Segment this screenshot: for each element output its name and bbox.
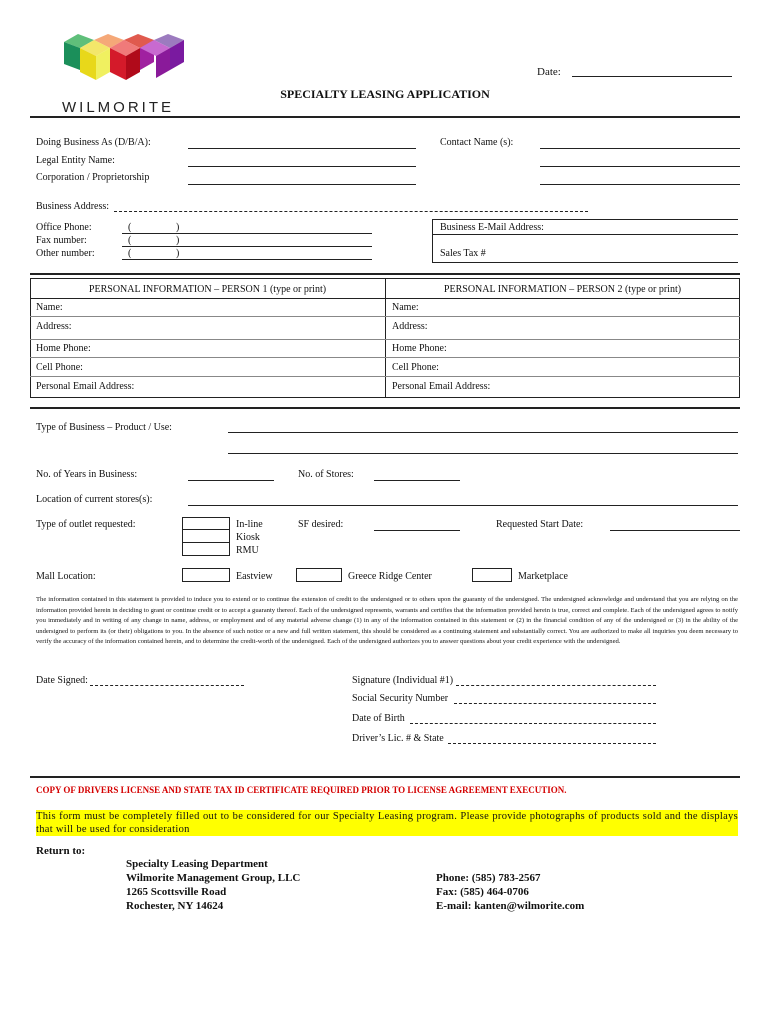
- other-paren-close: ): [176, 248, 180, 259]
- kiosk-option-label: Kiosk: [236, 532, 260, 543]
- ssn-field[interactable]: [454, 703, 656, 704]
- table-row-divider: [30, 316, 740, 317]
- start-date-field[interactable]: [610, 530, 740, 531]
- sf-label: SF desired:: [298, 519, 344, 530]
- other-paren-open: (: [128, 248, 132, 259]
- return-phone: Phone: (585) 783-2567: [436, 872, 541, 884]
- contact-field-1[interactable]: [540, 148, 740, 149]
- table-row-divider: [30, 357, 740, 358]
- inline-option-label: In-line: [236, 519, 263, 530]
- years-label: No. of Years in Business:: [36, 469, 138, 480]
- license-label: Driver’s Lic. # & State: [352, 733, 444, 744]
- stores-label: No. of Stores:: [298, 469, 354, 480]
- legal-entity-field[interactable]: [188, 166, 416, 167]
- dob-field[interactable]: [410, 723, 656, 724]
- fax-paren-close: ): [176, 235, 180, 246]
- return-city: Rochester, NY 14624: [126, 900, 224, 912]
- date-signed-field[interactable]: [90, 685, 244, 686]
- contact-field-3[interactable]: [540, 184, 740, 185]
- person2-address-label[interactable]: Address:: [392, 321, 428, 332]
- logo-wordmark: WILMORITE: [62, 99, 174, 116]
- stores-field[interactable]: [374, 480, 460, 481]
- location-field[interactable]: [188, 505, 738, 506]
- dob-label: Date of Birth: [352, 713, 405, 724]
- kiosk-checkbox[interactable]: [182, 530, 230, 543]
- mall-label: Mall Location:: [36, 571, 96, 582]
- table-row-divider: [30, 298, 740, 299]
- highlight-notice: This form must be completely filled out to be considered for our Specialty Leasing program. Please provide photographs of products sold and the displays that will be used for consideration: [36, 811, 738, 835]
- outlet-label: Type of outlet requested:: [36, 519, 136, 530]
- sales-tax-label: Sales Tax #: [440, 248, 486, 259]
- marketplace-label: Marketplace: [518, 571, 568, 582]
- eastview-checkbox[interactable]: [182, 568, 230, 582]
- table-row-divider: [30, 339, 740, 340]
- eastview-label: Eastview: [236, 571, 273, 582]
- person1-email-label[interactable]: Personal Email Address:: [36, 381, 135, 392]
- person2-home-phone-label[interactable]: Home Phone:: [392, 343, 447, 354]
- fax-label: Fax number:: [36, 235, 87, 246]
- legal-entity-label: Legal Entity Name:: [36, 155, 115, 166]
- person1-name-label[interactable]: Name:: [36, 302, 63, 313]
- person1-home-phone-label[interactable]: Home Phone:: [36, 343, 91, 354]
- date-label: Date:: [537, 66, 561, 78]
- section-divider-1: [30, 273, 740, 275]
- table-row-divider: [30, 376, 740, 377]
- business-type-field-1[interactable]: [228, 432, 738, 433]
- title-divider: [30, 116, 740, 118]
- sf-field[interactable]: [374, 530, 460, 531]
- corp-field[interactable]: [188, 184, 416, 185]
- email-label: Business E-Mail Address:: [440, 222, 544, 233]
- section-divider-2: [30, 407, 740, 409]
- person2-email-label[interactable]: Personal Email Address:: [392, 381, 491, 392]
- signature-label: Signature (Individual #1): [352, 675, 454, 686]
- disclaimer-text: The information contained in this statement is provided to induce you to extend or to continue the extension of credit to the undersigned or to others upon the guaranty of the undersigned. The undersigned acknowledge and understand that you are relying on the information provided herein in deciding to grant or continue credit or to accept a guaranty thereof. Each of the undersigned represents, warrants and certifies that the information provided herein is true, correct and complete. Each of the undersigned agrees to notify you immediately and in writing of any change in name, address, or employment and of any material adverse change (1) in any of the information contained in this statement or (2) in the financial condition of any of the undersigned or (3) in the ability of the undersigned to perform its (or their) obligations to you. In the absence of such notice or a new and full written statement, this should be considered as a continuing statement and substantially correct. You are authorized to make all inquiries you deem necessary to verify the accuracy of the information contained herein, and to determine the credit-worth of the undersigned. Each of the undersigned authorizes you to answer questions about your credit experience with the undersigned.: [36, 596, 738, 646]
- person1-header: PERSONAL INFORMATION – PERSON 1 (type or print): [88, 284, 327, 295]
- business-address-field[interactable]: [114, 211, 588, 212]
- person1-address-label[interactable]: Address:: [36, 321, 72, 332]
- greece-ridge-label: Greece Ridge Center: [348, 571, 432, 582]
- license-field[interactable]: [448, 743, 656, 744]
- return-company: Wilmorite Management Group, LLC: [126, 872, 301, 884]
- office-phone-label: Office Phone:: [36, 222, 92, 233]
- inline-checkbox[interactable]: [182, 517, 230, 530]
- return-email: E-mail: kanten@wilmorite.com: [436, 900, 585, 912]
- rmu-option-label: RMU: [236, 545, 259, 556]
- start-date-label: Requested Start Date:: [496, 519, 584, 530]
- office-phone-paren-open: (: [128, 222, 132, 233]
- return-department: Specialty Leasing Department: [126, 858, 268, 870]
- greece-ridge-checkbox[interactable]: [296, 568, 342, 582]
- person2-name-label[interactable]: Name:: [392, 302, 419, 313]
- business-type-label: Type of Business – Product / Use:: [36, 422, 172, 433]
- contact-label: Contact Name (s):: [440, 137, 514, 148]
- section-divider-3: [30, 776, 740, 778]
- marketplace-checkbox[interactable]: [472, 568, 512, 582]
- return-fax: Fax: (585) 464-0706: [436, 886, 529, 898]
- corp-label: Corporation / Proprietorship: [36, 172, 150, 183]
- fax-paren-open: (: [128, 235, 132, 246]
- page-title: SPECIALTY LEASING APPLICATION: [280, 87, 490, 101]
- return-street: 1265 Scottsville Road: [126, 886, 227, 898]
- contact-field-2[interactable]: [540, 166, 740, 167]
- business-type-field-2[interactable]: [228, 453, 738, 454]
- dba-field[interactable]: [188, 148, 416, 149]
- date-field[interactable]: [572, 76, 732, 77]
- date-signed-label: Date Signed:: [36, 675, 88, 686]
- signature-field[interactable]: [456, 685, 656, 686]
- office-phone-paren-close: ): [176, 222, 180, 233]
- dba-label: Doing Business As (D/B/A):: [36, 137, 151, 148]
- person2-cell-phone-label[interactable]: Cell Phone:: [392, 362, 439, 373]
- location-label: Location of current stores(s):: [36, 494, 153, 505]
- person1-cell-phone-label[interactable]: Cell Phone:: [36, 362, 83, 373]
- return-label: Return to:: [36, 845, 86, 857]
- fax-field[interactable]: [122, 246, 372, 247]
- copy-notice: COPY OF DRIVERS LICENSE AND STATE TAX ID CERTIFICATE REQUIRED PRIOR TO LICENSE AGREEMENT EXECUTION.: [36, 785, 567, 795]
- rmu-checkbox[interactable]: [182, 543, 230, 556]
- ssn-label: Social Security Number: [352, 693, 449, 704]
- business-address-label: Business Address:: [36, 201, 110, 212]
- other-number-field[interactable]: [122, 259, 372, 260]
- logo-cubes-icon: [58, 30, 198, 86]
- personal-table-divider: [385, 278, 386, 398]
- office-phone-field[interactable]: [122, 233, 372, 234]
- years-field[interactable]: [188, 480, 274, 481]
- other-number-label: Other number:: [36, 248, 95, 259]
- person2-header: PERSONAL INFORMATION – PERSON 2 (type or print): [443, 284, 682, 295]
